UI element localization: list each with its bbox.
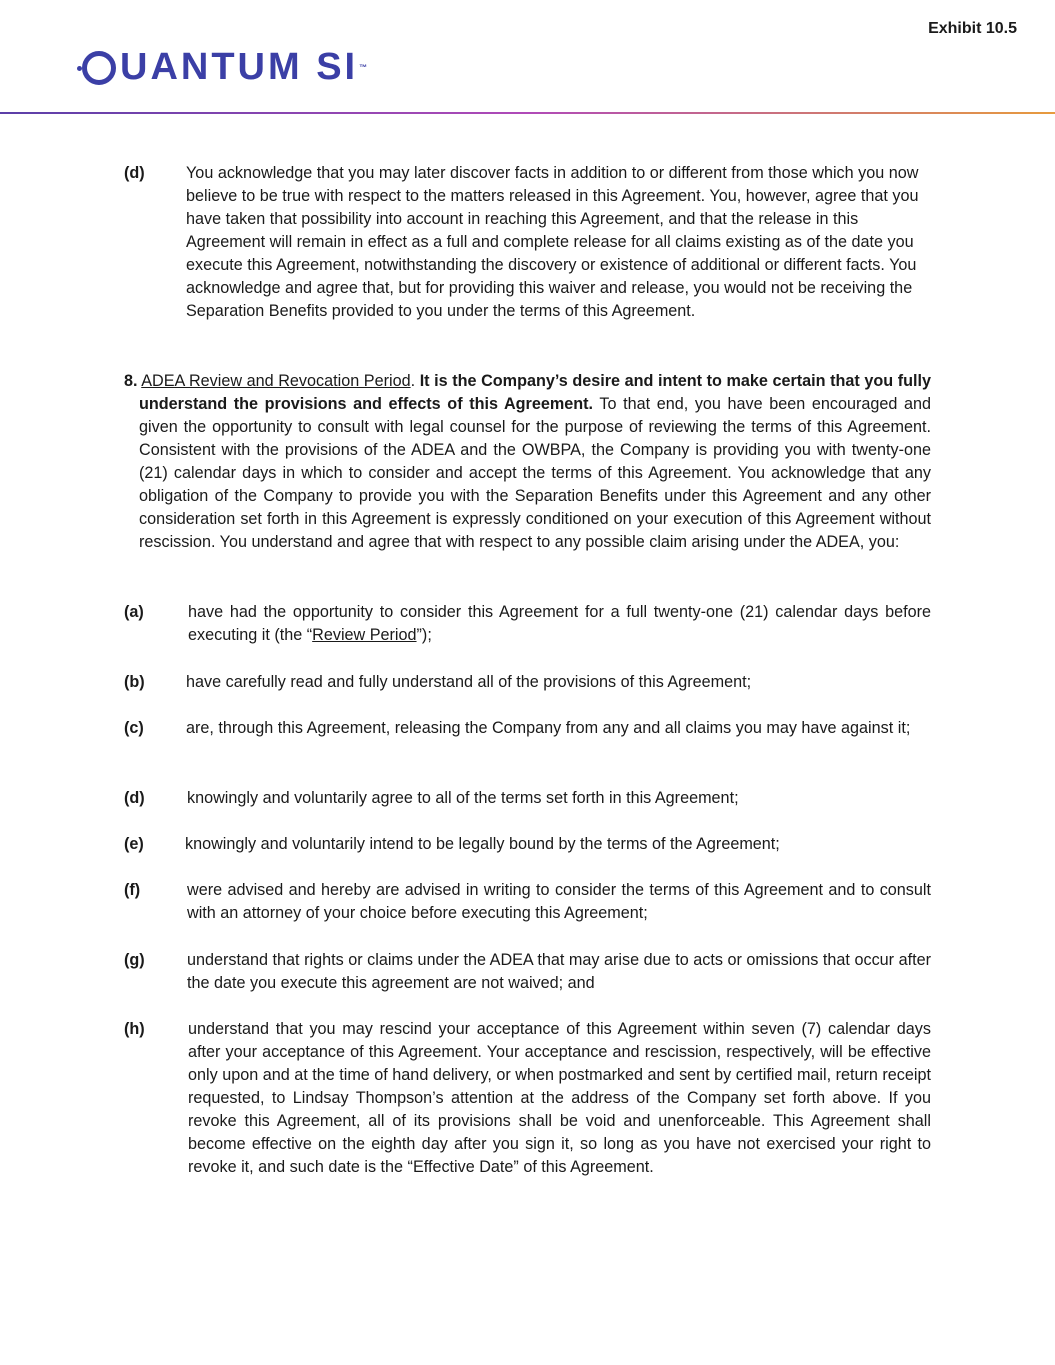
clause-label: (a) <box>124 603 144 621</box>
exhibit-label: Exhibit 10.5 <box>928 20 1017 37</box>
clause-label: (d) <box>124 164 145 182</box>
section-8 <box>124 370 931 554</box>
clause-text <box>188 601 931 647</box>
header-divider <box>0 112 1055 114</box>
logo-q-mark-icon <box>82 51 116 85</box>
section-title-period: . <box>410 372 416 390</box>
clause-text-after: ”); <box>416 626 432 644</box>
section-body: To that end, you have been encouraged and given the opportunity to consult with legal counsel for the purpose of reviewing the terms of this Agreement. Consistent with the provisions of the ADEA and the OWBPA, the Company is providing you with twenty-one (21) calendar days in which to consider and accept the terms of this Agreement. You acknowledge that any obligation of the Company to provide you with the Separation Benefits under this Agreement and any other consideration set forth in this Agreement is expressly conditioned on your execution of this Agreement without rescission. You understand and agree that with respect to any possible claim arising under the ADEA, you: <box>139 395 931 551</box>
logo-trademark: ™ <box>359 63 368 72</box>
company-logo <box>82 46 367 89</box>
clause-text-before: have had the opportunity to consider this Agreement for a full twenty-one (21) calendar days before executing it (the “ <box>188 603 931 644</box>
section-title: ADEA Review and Revocation Period <box>141 372 411 390</box>
clause-text: knowingly and voluntarily agree to all of the terms set forth in this Agreement; <box>187 789 739 807</box>
review-period-term: Review Period <box>312 626 417 644</box>
clause-text: understand that you may rescind your acceptance of this Agreement within seven (7) calendar days after your acceptance of this Agreement. Your acceptance and rescission, respectively, will be effective only upon and at the time of hand delivery, or when postmarked and sent by certified mail, return receipt requested, to Lindsay Thompson’s attention at the address of the Company set forth above. If you revoke this Agreement, all of its provisions shall be void and unenforceable. This Agreement shall become effective on the eighth day after you sign it, so long as you have not exercised your right to revoke it, and such date is the “Effective Date” of this Agreement. <box>188 1020 931 1176</box>
clause-label: (e) <box>124 835 144 853</box>
clause-text: are, through this Agreement, releasing the Company from any and all claims you may have against it; <box>186 719 911 737</box>
clause-text: You acknowledge that you may later discover facts in addition to or different from those which you now believe to be true with respect to the matters released in this Agreement. You, however, agree that you have taken that possibility into account in reaching this Agreement, and that the release in this Agreement will remain in effect as a full and complete release for all claims existing as of the date you execute this Agreement, notwithstanding the discovery or existence of additional or different facts. You acknowledge and agree that, but for providing this waiver and release, you would not be receiving the Separation Benefits provided to you under the terms of this Agreement. <box>186 164 919 320</box>
clause-label: (h) <box>124 1020 145 1038</box>
clause-label: (f) <box>124 881 141 899</box>
clause-label: (g) <box>124 951 145 969</box>
section-bold-statement: It is the Company’s desire and intent to make certain that you fully understand the provisions and effects of this Agreement. <box>139 372 932 413</box>
logo-wordmark: UANTUM SI <box>120 46 359 88</box>
clause-text: have carefully read and fully understand all of the provisions of this Agreement; <box>186 673 752 691</box>
clause-label: (c) <box>124 719 144 737</box>
section-number: 8. <box>124 372 138 390</box>
clause-label: (b) <box>124 673 145 691</box>
clause-text: understand that rights or claims under the ADEA that may arise due to acts or omissions that occur after the date you execute this agreement are not waived; and <box>187 951 931 992</box>
clause-label: (d) <box>124 789 145 807</box>
clause-text: knowingly and voluntarily intend to be legally bound by the terms of the Agreement; <box>185 835 780 853</box>
clause-text: were advised and hereby are advised in writing to consider the terms of this Agreement and to consult with an attorney of your choice before executing this Agreement; <box>187 881 931 922</box>
